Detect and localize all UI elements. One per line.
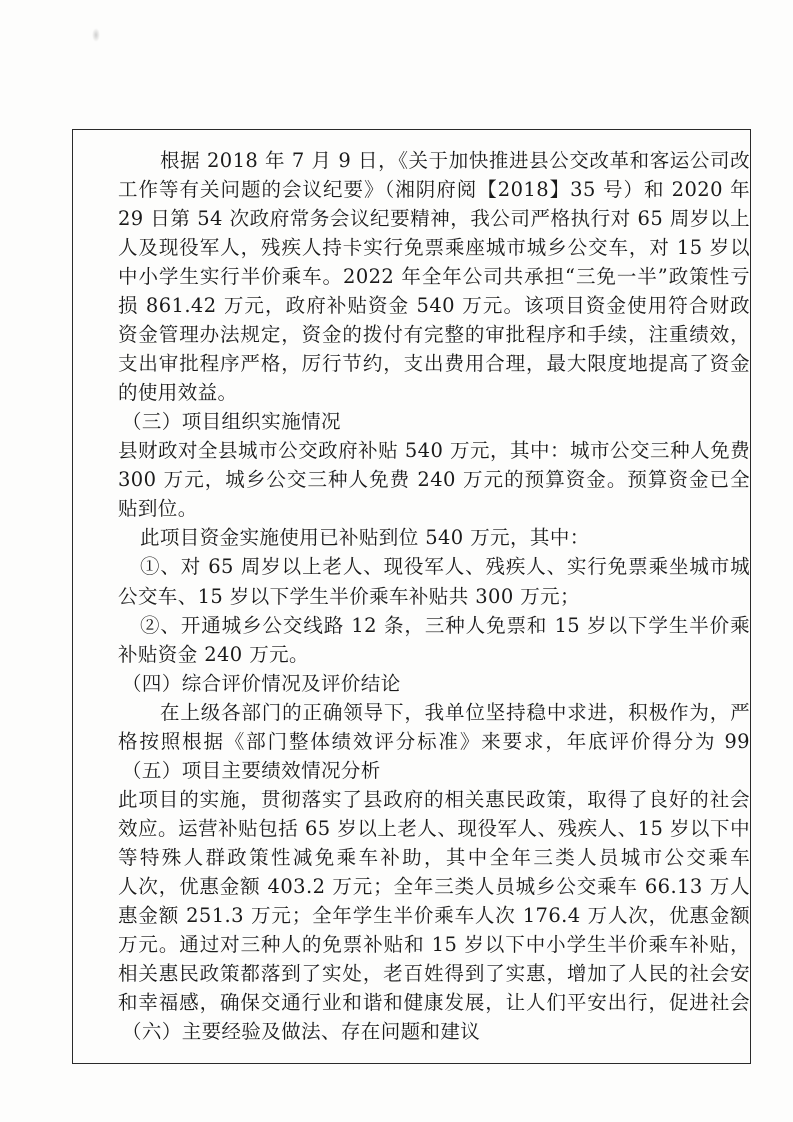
list-item-line: 补贴资金 240 万元。	[118, 643, 309, 666]
paragraph-line: 损 861.42 万元，政府补贴资金 540 万元。该项目资金使用符合财政	[118, 294, 750, 317]
paragraph-line: 资金管理办法规定，资金的拨付有完整的审批程序和手续，注重绩效，	[118, 323, 750, 346]
paragraph-line: 格按照根据《部门整体绩效评分标准》来要求，年底评价得分为 99	[118, 730, 750, 753]
paragraph-line: 根据 2018 年 7 月 9 日，《关于加快推进县公交改革和客运公司改	[160, 149, 750, 172]
paragraph-line: 人及现役军人，残疾人持卡实行免票乘座城市城乡公交车，对 15 岁以	[118, 236, 750, 259]
paragraph-line: 贴到位。	[118, 497, 198, 520]
section-heading: （四）综合评价情况及评价结论	[122, 672, 401, 695]
paragraph-line: 人次，优惠金额 403.2 万元；全年三类人员城乡公交乘车 66.13 万人	[118, 875, 750, 898]
paragraph-line: 县财政对全县城市公交政府补贴 540 万元，其中：城市公交三种人免费	[118, 439, 750, 462]
paragraph-line: 中小学生实行半价乘车。2022 年全年公司共承担“三免一半”政策性亏	[118, 265, 750, 288]
paragraph-line: 29 日第 54 次政府常务会议纪要精神，我公司严格执行对 65 周岁以上	[118, 207, 750, 230]
paragraph-line: 万元。通过对三种人的免票补贴和 15 岁以下中小学生半价乘车补贴，	[118, 933, 750, 956]
paragraph-line: 的使用效益。	[118, 381, 238, 404]
section-heading: （五）项目主要绩效情况分析	[122, 759, 381, 782]
section-heading: （三）项目组织实施情况	[122, 410, 341, 433]
paragraph-line: 效应。运营补贴包括 65 岁以上老人、现役军人、残疾人、15 岁以下中	[118, 817, 750, 840]
paragraph-line: 相关惠民政策都落到了实处，老百姓得到了实惠，增加了人民的社会安	[118, 962, 750, 985]
list-item-line: 公交车、15 岁以下学生半价乘车补贴共 300 万元；	[118, 585, 580, 608]
paragraph-line: 此项目的实施，贯彻落实了县政府的相关惠民政策，取得了良好的社会	[118, 788, 750, 811]
paragraph-line: 工作等有关问题的会议纪要》（湘阴府阅【2018】35 号）和 2020 年	[118, 178, 750, 201]
paragraph-line: 支出审批程序严格，厉行节约，支出费用合理，最大限度地提高了资金	[118, 352, 750, 375]
paragraph-line: 在上级各部门的正确领导下，我单位坚持稳中求进，积极作为，严	[160, 701, 750, 724]
paragraph-line: 此项目资金实施使用已补贴到位 540 万元，其中：	[140, 526, 590, 549]
list-item-line: ①、对 65 周岁以上老人、现役军人、残疾人、实行免票乘坐城市城	[140, 555, 750, 578]
paragraph-line: 300 万元，城乡公交三种人免费 240 万元的预算资金。预算资金已全	[118, 468, 750, 491]
paragraph-line: 惠金额 251.3 万元；全年学生半价乘车人次 176.4 万人次，优惠金额	[118, 904, 750, 927]
scan-artifact	[92, 28, 100, 42]
section-heading: （六）主要经验及做法、存在问题和建议	[122, 1020, 481, 1043]
list-item-line: ②、开通城乡公交线路 12 条，三种人免票和 15 岁以下学生半价乘	[140, 614, 750, 637]
paragraph-line: 等特殊人群政策性减免乘车补助，其中全年三类人员城市公交乘车	[118, 846, 750, 869]
paragraph-line: 和幸福感，确保交通行业和谐和健康发展，让人们平安出行，促进社会	[118, 991, 750, 1014]
